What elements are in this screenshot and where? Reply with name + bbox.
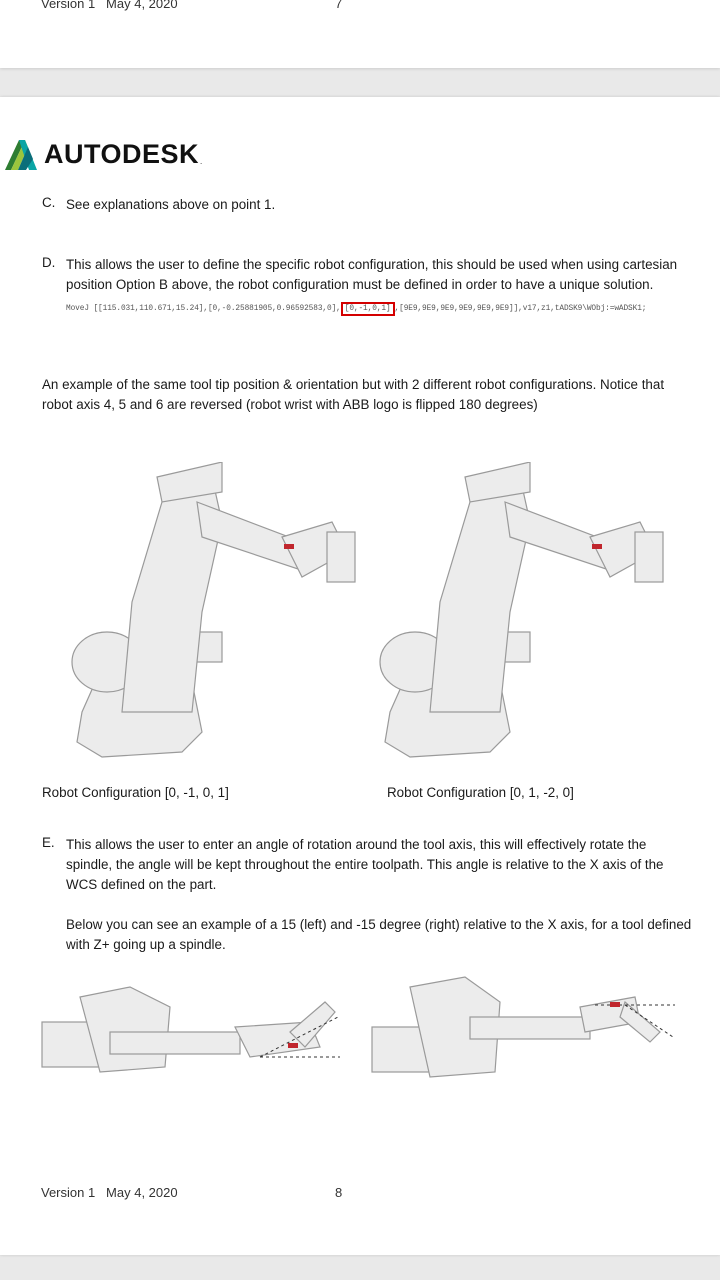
page-number: 7: [335, 0, 343, 11]
document-page: [0, 97, 720, 1255]
item-d-text: This allows the user to define the specific robot configuration, this should be used when using cartesian position Option B above, the robot configuration must be defined in order to have a unique solution.: [66, 257, 678, 292]
item-c-letter: C.: [42, 195, 56, 210]
page-number: 8: [335, 1185, 343, 1200]
robot-spindle-image-left: [40, 977, 340, 1087]
example-paragraph: An example of the same tool tip position & orientation but with 2 different robot configurations. Notice that robot axis 4, 5 and 6 are reversed (robot wrist with ABB logo is flipped 180 degrees): [42, 377, 665, 412]
previous-page: [0, 0, 720, 68]
autodesk-logo: AUTODESK .: [4, 137, 202, 171]
logo-wordmark: AUTODESK: [44, 138, 200, 169]
code-before: MoveJ [[115.031,110.671,15.24],[0,-0.25881905,0.96592583,0],: [66, 305, 341, 313]
footer-version-date: [41, 1185, 178, 1200]
item-e-text: This allows the user to enter an angle of rotation around the tool axis, this will effectively rotate the spindle, the angle will be kept throughout the entire toolpath. This angle is relative to the X axis of the WCS defined on the part.: [66, 837, 664, 892]
autodesk-logo-icon: [4, 137, 38, 171]
item-e-letter: E.: [42, 835, 55, 850]
code-after: ,[9E9,9E9,9E9,9E9,9E9,9E9]],v17,z1,tADSK9\WObj:=wADSK1;: [394, 305, 647, 313]
robot-config-highlight: [0,-1,0,1]: [341, 302, 395, 316]
caption-left-config: Robot Configuration [0, -1, 0, 1]: [42, 785, 229, 800]
robot-spindle-image-right: [370, 972, 680, 1087]
footer-date: May 4, 2020: [106, 0, 178, 11]
robot-image-right: [370, 462, 670, 772]
item-c-text: See explanations above on point 1.: [66, 197, 276, 212]
footer-version: Version 1: [41, 0, 96, 11]
item-e-text-2: Below you can see an example of a 15 (left) and -15 degree (right) relative to the X axis, for a tool defined with Z+ going up a spindle.: [66, 917, 692, 952]
caption-right-config: Robot Configuration [0, 1, -2, 0]: [387, 785, 574, 800]
footer-version-date: [41, 0, 178, 11]
footer-date: May 4, 2020: [106, 1185, 178, 1200]
footer-version: Version 1: [41, 1185, 96, 1200]
robot-image-left: [62, 462, 362, 772]
movej-code-line: [66, 302, 646, 316]
item-d-letter: D.: [42, 255, 56, 270]
